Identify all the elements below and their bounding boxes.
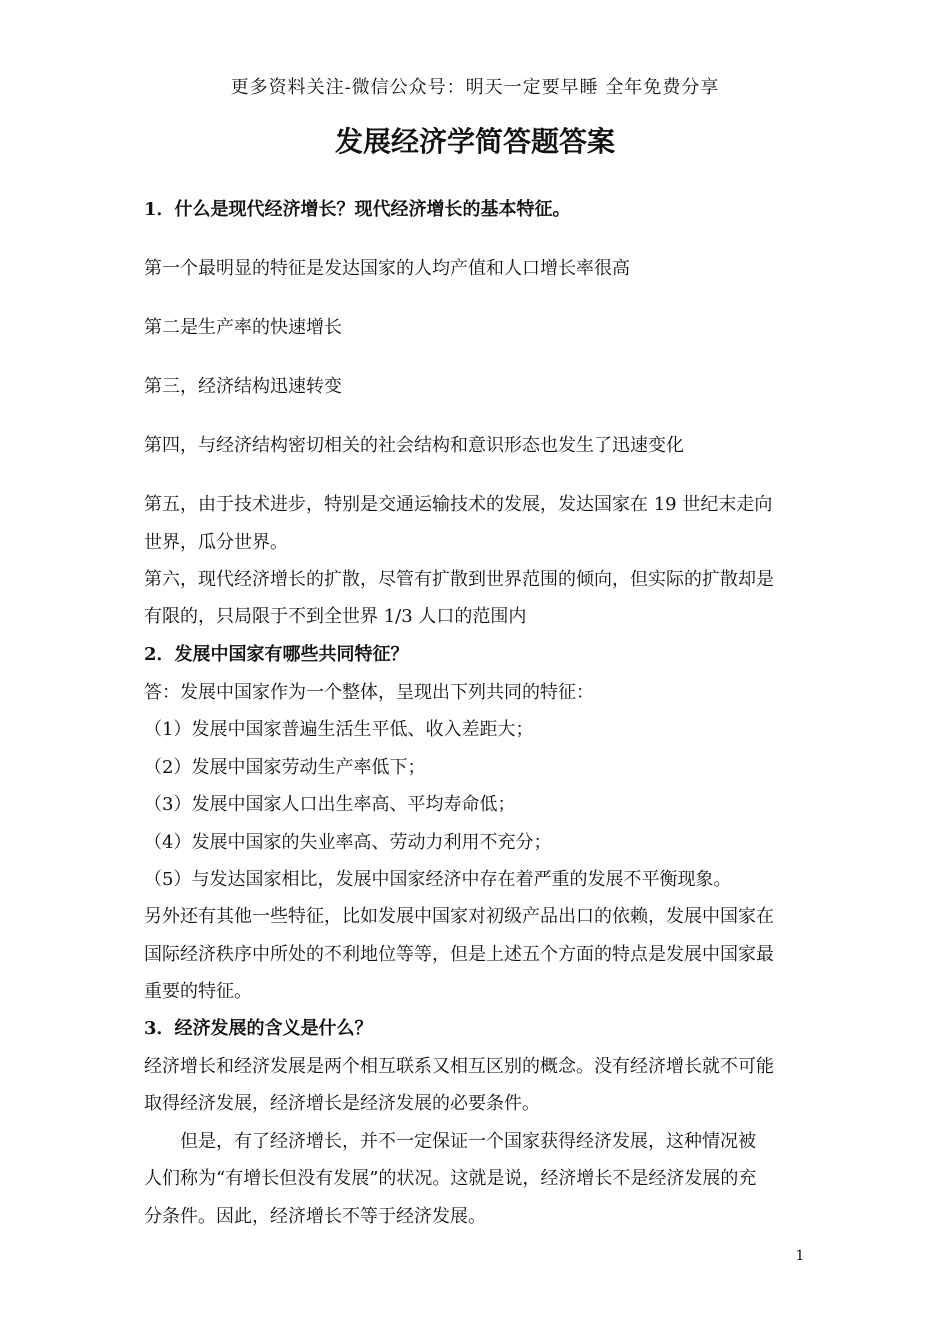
q3-paragraph-2-line-1: 但是，有了经济增长，并不一定保证一个国家获得经济发展，这种情况被 [144, 1131, 756, 1152]
q1-feature-3: 第三，经济结构迅速转变 [144, 376, 342, 397]
question-2-heading: 2．发展中国家有哪些共同特征？ [144, 644, 409, 665]
question-1-heading: 1．什么是现代经济增长？现代经济增长的基本特征。 [144, 199, 571, 220]
header-note: 更多资料关注-微信公众号：明天一定要早睡 全年免费分享 [230, 77, 720, 98]
question-3-heading: 3．经济发展的含义是什么？ [144, 1018, 373, 1039]
q2-extra-line-1: 另外还有其他一些特征，比如发展中国家对初级产品出口的依赖，发展中国家在 [144, 906, 774, 927]
q2-item-4: （4）发展中国家的失业率高、劳动力利用不充分； [144, 832, 552, 853]
q1-feature-5-line-1: 第五，由于技术进步，特别是交通运输技术的发展，发达国家在 19 世纪末走向 [144, 494, 773, 515]
q1-feature-5-line-2: 世界，瓜分世界。 [144, 532, 288, 553]
q1-feature-1: 第一个最明显的特征是发达国家的人均产值和人口增长率很高 [144, 258, 630, 279]
q2-item-2: （2）发展中国家劳动生产率低下； [144, 757, 426, 778]
document-title: 发展经济学简答题答案 [334, 125, 615, 158]
q3-paragraph-1-line-2: 取得经济发展，经济增长是经济发展的必要条件。 [144, 1093, 540, 1114]
q3-paragraph-2-line-3: 分条件。因此，经济增长不等于经济发展。 [144, 1206, 486, 1227]
q2-item-3: （3）发展中国家人口出生率高、平均寿命低； [144, 794, 516, 815]
q3-paragraph-2-line-2: 人们称为“有增长但没有发展”的状况。这就是说，经济增长不是经济发展的充 [144, 1168, 757, 1189]
page-number: 1 [795, 1248, 805, 1264]
q1-feature-6-line-1: 第六，现代经济增长的扩散，尽管有扩散到世界范围的倾向，但实际的扩散却是 [144, 569, 774, 590]
q1-feature-2: 第二是生产率的快速增长 [144, 317, 342, 338]
q1-feature-6-line-2: 有限的，只局限于不到全世界 1/3 人口的范围内 [144, 606, 527, 627]
q2-item-1: （1）发展中国家普遍生活生平低、收入差距大； [144, 719, 534, 740]
q2-extra-line-2: 国际经济秩序中所处的不利地位等等，但是上述五个方面的特点是发展中国家最 [144, 944, 774, 965]
q2-item-5: （5）与发达国家相比，发展中国家经济中存在着严重的发展不平衡现象。 [144, 869, 732, 890]
q3-paragraph-1-line-1: 经济增长和经济发展是两个相互联系又相互区别的概念。没有经济增长就不可能 [144, 1056, 774, 1077]
q2-extra-line-3: 重要的特征。 [144, 981, 252, 1002]
q1-feature-4: 第四，与经济结构密切相关的社会结构和意识形态也发生了迅速变化 [144, 435, 684, 456]
q2-intro: 答：发展中国家作为一个整体，呈现出下列共同的特征： [144, 682, 594, 703]
